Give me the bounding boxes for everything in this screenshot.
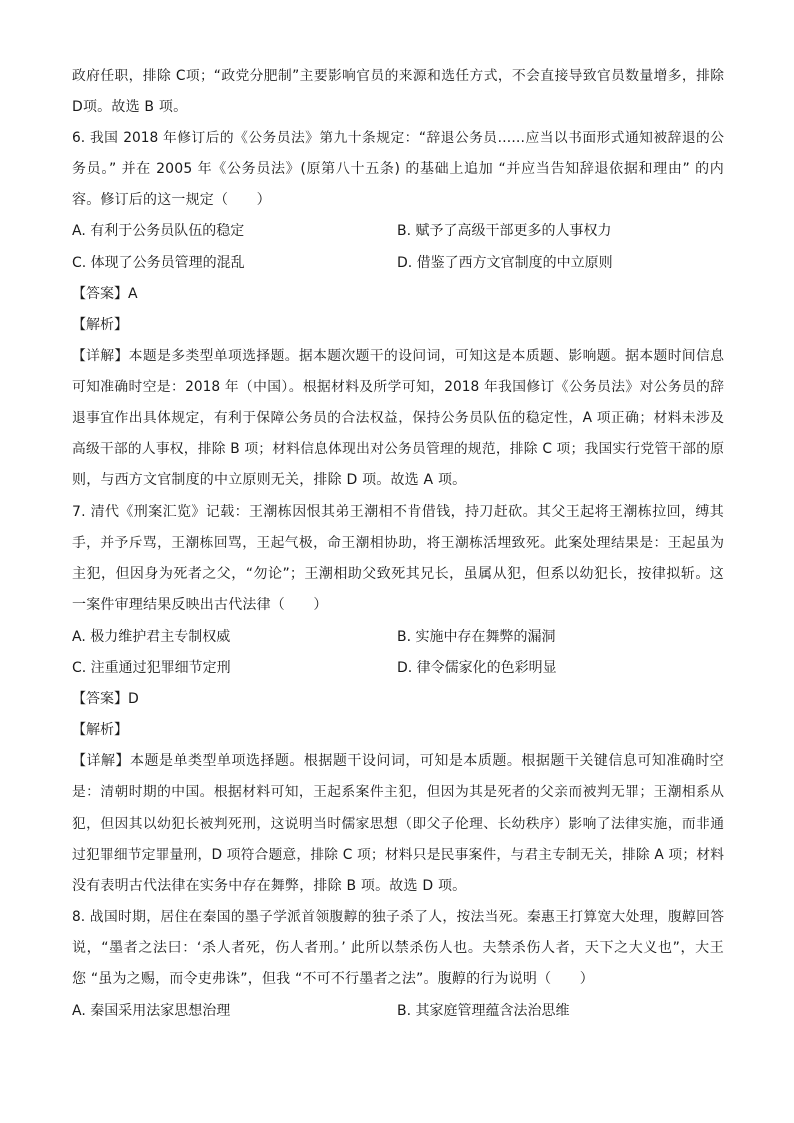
question-7-option-a: A. 极力维护君主专制权威	[72, 629, 231, 645]
question-7-analysis-heading: 【解析】	[72, 722, 128, 738]
question-6-explanation: 高级干部的人事权，排除 B 项；材料信息体现出对公务员管理的规范，排除 C 项；我国实行党管干部的原	[72, 441, 724, 457]
question-6-stem: 6. 我国 2018 年修订后的《公务员法》第九十条规定：“辞退公务员……应当以书面形式通知被辞退的公	[72, 130, 724, 146]
question-6-stem: 务员。” 并在 2005 年《公务员法》(原第八十五条) 的基础上追加 “并应当告知辞退依据和理由” 的内	[72, 161, 724, 177]
question-7-stem: 7. 清代《刑案汇览》记载：王潮栋因恨其弟王潮相不肯借钱，持刀赶砍。其父王起将王潮栋拉回，缚其	[72, 504, 724, 520]
question-8-stem: 您 “虽为之赐，而令吏弗诛”，但我 “不可不行墨者之法”。腹䵍的行为说明（ ）	[72, 971, 594, 987]
question-8-option-b: B. 其家庭管理蕴含法治思维	[397, 1003, 570, 1019]
question-7-option-d: D. 律令儒家化的色彩明显	[397, 660, 557, 676]
question-7-stem: 手，并予斥骂，王潮栋回骂，王起气极，命王潮相协助，将王潮栋活埋致死。此案处理结果是：王起虽为	[72, 535, 724, 551]
question-6-option-b: B. 赋予了高级干部更多的人事权力	[397, 223, 612, 239]
text-line: 政府任职，排除 C项；“政党分肥制”主要影响官员的来源和选任方式，不会直接导致官员数量增多，排除	[72, 68, 724, 84]
question-7-stem: 主犯，但因身为死者之父，“勿论”；王潮相助父致死其兄长，虽属从犯，但系以幼犯长，按律拟斩。这	[72, 566, 724, 582]
question-7-explanation: 犯，但因其以幼犯长被判死刑，这说明当时儒家思想（即父子伦理、长幼秩序）影响了法律实施，而非通	[72, 816, 724, 832]
question-8-stem: 说，“墨者之法曰：‘杀人者死，伤人者刑。’ 此所以禁杀伤人也。夫禁杀伤人者，天下之大义也”，大王	[72, 940, 724, 956]
question-7-explanation: 没有表明古代法律在实务中存在舞弊，排除 B 项。故选 D 项。	[72, 878, 467, 894]
question-6-explanation: 退事宜作出具体规定，有利于保障公务员的合法权益，保持公务员队伍的稳定性，A 项正确；材料未涉及	[72, 410, 724, 426]
question-6-explanation: 可知准确时空是：2018 年（中国）。根据材料及所学可知，2018 年我国修订《公务员法》对公务员的辞	[72, 379, 724, 395]
question-6-explanation: 【详解】本题是多类型单项选择题。据本题次题干的设问词，可知这是本质题、影响题。据本题时间信息	[72, 348, 724, 364]
question-7-explanation: 是：清朝时期的中国。根据材料可知，王起系案件主犯，但因为其是死者的父亲而被判无罪；王潮相系从	[72, 784, 724, 800]
question-6-analysis-heading: 【解析】	[72, 317, 128, 333]
question-6-option-d: D. 借鉴了西方文官制度的中立原则	[397, 255, 613, 271]
question-8-stem: 8. 战国时期，居住在秦国的墨子学派首领腹䵍的独子杀了人，按法当死。秦惠王打算宽大处理，腹䵍回答	[72, 909, 724, 925]
question-7-answer: 【答案】D	[72, 691, 139, 707]
question-8-option-a: A. 秦国采用法家思想治理	[72, 1003, 231, 1019]
question-7-option-c: C. 注重通过犯罪细节定刑	[72, 660, 231, 676]
question-6-answer: 【答案】A	[72, 286, 138, 302]
question-7-option-b: B. 实施中存在舞弊的漏洞	[397, 629, 556, 645]
question-7-explanation: 【详解】本题是单类型单项选择题。根据题干设问词，可知是本质题。根据题干关键信息可知准确时空	[72, 753, 724, 769]
question-6-option-c: C. 体现了公务员管理的混乱	[72, 255, 245, 271]
question-7-explanation: 过犯罪细节定罪量刑，D 项符合题意，排除 C 项；材料只是民事案件，与君主专制无关，排除 A 项；材料	[72, 847, 724, 863]
question-7-stem: 一案件审理结果反映出古代法律（ ）	[72, 597, 328, 613]
text-line: D项。故选 B 项。	[72, 99, 188, 115]
question-6-explanation: 则，与西方文官制度的中立原则无关，排除 D 项。故选 A 项。	[72, 472, 467, 488]
question-6-option-a: A. 有利于公务员队伍的稳定	[72, 223, 245, 239]
question-6-stem: 容。修订后的这一规定（ ）	[72, 192, 271, 208]
